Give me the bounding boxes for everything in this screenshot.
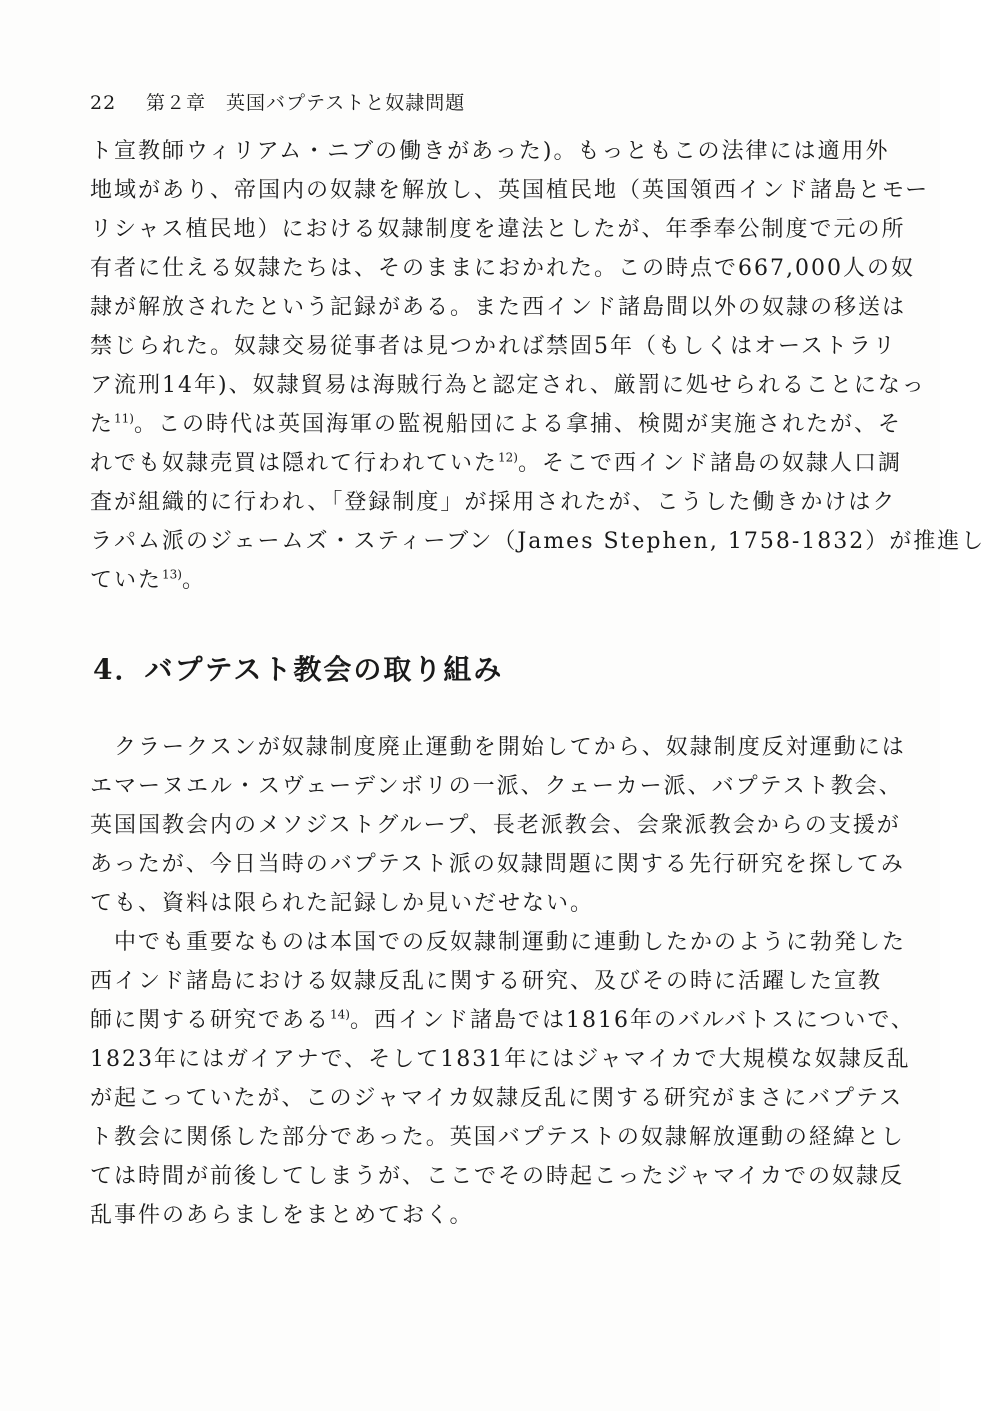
text-line: あったが、今日当時のバプテスト派の奴隷問題に関する先行研究を探してみ xyxy=(90,852,905,877)
text-line xyxy=(90,405,902,444)
line-text: 師に関する研究である xyxy=(90,1008,331,1033)
text-line xyxy=(90,561,860,600)
line-text: ていた xyxy=(90,568,163,593)
text-line: エマーヌエル・スヴェーデンボリの一派、クェーカー派、バプテスト教会、 xyxy=(90,774,903,799)
text-line: 西インド諸島における奴隷反乱に関する研究、及びその時に活躍した宣教 xyxy=(90,969,883,994)
line-text: 。西インド諸島では1816年のバルバトスについで、 xyxy=(349,1008,915,1033)
line-text: 。 xyxy=(181,568,206,593)
line-text: た xyxy=(90,412,115,437)
line-text: れでも奴隷売買は隠れて行われていた xyxy=(90,451,499,476)
footnote-marker: 13) xyxy=(162,567,182,582)
text-line: ト宣教師ウィリアム・ニブの働きがあった)。もっともこの法律には適用外 xyxy=(90,139,890,164)
text-line: ト教会に関係した部分であった。英国バプテストの奴隷解放運動の経緯とし xyxy=(90,1125,905,1150)
page-number: 22 xyxy=(90,92,117,114)
text-line xyxy=(90,1001,915,1040)
running-header xyxy=(90,88,465,115)
footnote-marker: 14) xyxy=(330,1007,350,1022)
section-body xyxy=(90,728,915,1235)
footnote-marker: 11) xyxy=(114,411,134,426)
chapter-title: 第２章 英国バプテストと奴隷問題 xyxy=(146,92,466,114)
section-heading: 4．バプテスト教会の取り組み xyxy=(93,653,504,686)
text-line: 禁じられた。奴隷交易従事者は見つかれば禁固5年（もしくはオーストラリ xyxy=(90,334,897,359)
text-line: ては時間が前後してしまうが、ここでその時起こったジャマイカでの奴隷反 xyxy=(90,1164,905,1189)
text-line: 1823年にはガイアナで、そして1831年にはジャマイカで大規模な奴隷反乱 xyxy=(90,1047,911,1072)
text-line xyxy=(90,444,902,483)
text-line: リシャス植民地）における奴隷制度を違法としたが、年季奉公制度で元の所 xyxy=(90,217,906,242)
text-line: 中でも重要なものは本国での反奴隷制運動に連動したかのように勃発した xyxy=(114,930,907,955)
text-line: が起こっていたが、このジャマイカ奴隷反乱に関する研究がまさにバプテス xyxy=(90,1086,904,1111)
text-line: 地域があり、帝国内の奴隷を解放し、英国植民地（英国領西インド諸島とモー xyxy=(90,178,930,203)
text-line: 乱事件のあらましをまとめておく。 xyxy=(90,1203,474,1228)
text-line: ても、資料は限られた記録しか見いだせない。 xyxy=(90,891,595,916)
text-line: 有者に仕える奴隷たちは、そのままにおかれた。この時点で667,000人の奴 xyxy=(90,256,915,281)
text-line: 査が組織的に行われ、「登録制度」が採用されたが、こうした働きかけはク xyxy=(90,490,897,515)
text-line: ア流刑14年)、奴隷貿易は海賊行為と認定され、厳罰に処せられることになっ xyxy=(90,373,926,398)
line-text: 。そこで西インド諸島の奴隷人口調 xyxy=(517,451,902,476)
footnote-marker: 12) xyxy=(498,450,518,465)
text-line: ラパム派のジェームズ・スティーブン（James Stephen, 1758-1832）が推進し xyxy=(90,529,985,554)
text-line: クラークスンが奴隷制度廃止運動を開始してから、奴隷制度反対運動には xyxy=(114,735,906,760)
paragraph-continuation xyxy=(90,132,985,600)
line-text: 。この時代は英国海軍の監視船団による拿捕、検閲が実施されたが、そ xyxy=(133,412,902,437)
text-line: 隷が解放されたという記録がある。また西インド諸島間以外の奴隷の移送は xyxy=(90,295,907,320)
text-line: 英国国教会内のメソジストグループ、長老派教会、会衆派教会からの支援が xyxy=(90,813,901,838)
